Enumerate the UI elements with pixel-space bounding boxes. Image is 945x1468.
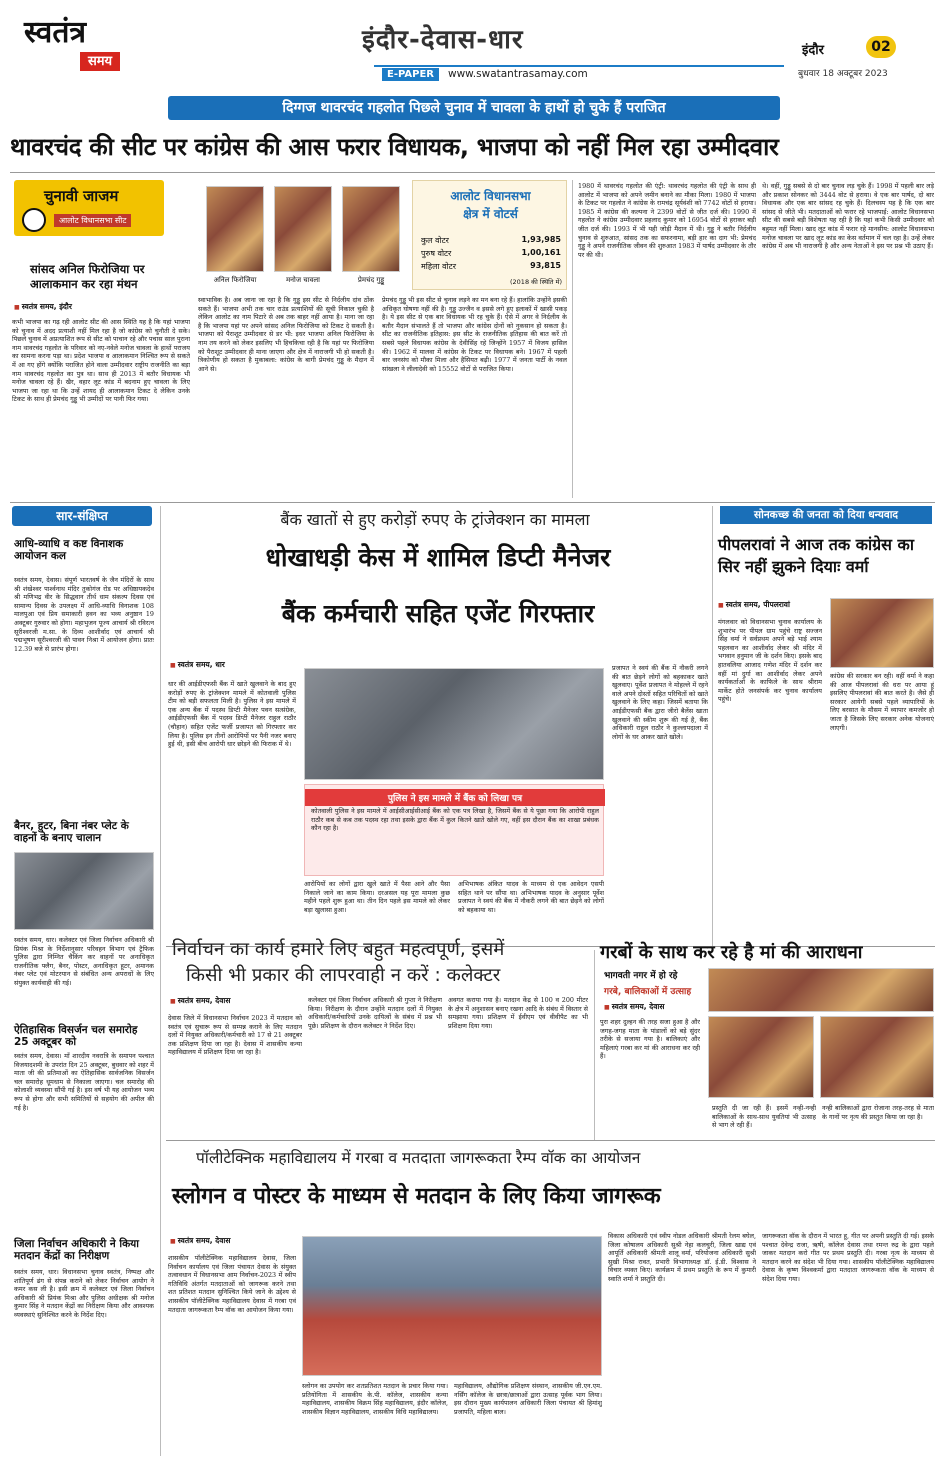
sonkach-column-2: कांग्रेस की सरकार बन रही। वहीं वर्मा ने कहा की आज पीपलरावां की धरा पर आया हूं इसलिए पीपलरावां की बात करते है। जैसे ही सरकार आयेगी सबसे पहले व्यापारियों के लिए बरसात के मौसम में व्यापार कमजोर हो जाता है जिसके लिए सरकार अनेक योजनाएं लाएगी। xyxy=(830,672,934,732)
lead-column-2: स्वाभाविक है। अब जाना जा रहा है कि गुड्डू इस सीट से निर्दलीय दांव ठोंक सकते हैं। भाजपा अभी तक चार राउंड प्रत्याशियों की सूची निकाल चुकी है लेकिन आलोट का नाम पिटारे से अब तक बाहर नहीं आया है। माना जा रहा है कि भाजपा यहां पर अपने सांसद अनिल फिरोजिया को टिकट दे सकती है। भाजपा को पैराशूट उम्मीदवार से डर भी: इधर भाजपा अनिल फिरोजिया के नाम तय करने को लेकर इसलिए भी हिचकिचा रही है कि यहां पर फिरोजिया को पैराशूट उम्मीदवार ही माना जाएगा और क्षेत्र में नाराजगी भी हो सकती है। त्रिकोणीय हो सकता है मुकाबला: कांग्रेस के बागी प्रेमचंद गुड्डू के मैदान में आने से। xyxy=(198,296,374,373)
lead-kicker-text: दिग्गज थावरचंद गहलोत पिछले चुनाव में चावला के हाथों हो चुके हैं पराजित xyxy=(282,100,666,116)
chunavi-badge xyxy=(14,180,164,236)
sidebar-item-text: स्वतंत्र समय, देवास। माँ शारदीय नवरात्रि के समापन पश्चात विजयादशमी के उपरांत दिन 25 अक्टूबर, बुधवार को शहर में माता जी की प्रतिमाओं का ऐतिहासिक सार्वजनिक विसर्जन चल समारोह धूमधाम से निकाला जाएगा। चल समारोह की कोलाशी व्यवस्था सौंपी गई है। इस वर्ष भी यह आयोजन भव्य रूप से होगा और सभी समितियों से सहयोग की अपील की गई है। xyxy=(14,1052,154,1112)
poly-column-4: विकास अधिकारी एवं स्वीप नोडल अधिकारी श्रीमती रेलम बघेल, जिला कोषालय अधिकारी सुश्री नेहा कलचुरी, जिला खाद्य एवं आपूर्ति अधिकारी श्रीमती शालू वर्मा, परियोजना अधिकारी सुश्री सुखी मिश्रा रावत, प्रभारी विभागाध्यक्ष डॉ. ई.डी. विश्वास ने विचार व्यक्त किए। कार्यक्रम में प्रथम प्रस्तुति के रूप में कुमारी स्वाति शर्मा ने प्रस्तुति दी। xyxy=(608,1232,756,1283)
page-number: 02 xyxy=(866,36,896,58)
epaper-label: E-PAPER xyxy=(382,68,439,81)
voters-row xyxy=(421,235,561,246)
logo-bottom: समय xyxy=(80,52,120,71)
garba-dance-photo-left xyxy=(708,1016,814,1098)
masthead-divider xyxy=(374,65,784,67)
bank-column-1: धार की आईडीएफसी बैंक में खाते खुलवाने के बाद हुए करोड़ों रुपए के ट्रांजेक्शन मामले में कोतवाली पुलिस टीम को बड़ी सफलता मिली है। पुलिस ने इस मामले में एक अन्य बैंक में पदस्थ डिप्टी मैनेजर पवन सत्संग्रेक, आईडीएफसी बैंक में पदस्थ डिप्टी मैनेजर राहुल राठौर (चौहान) सहित एजेंट फर्जी प्रजापत को गिरफ्तार कर लिया है। पुलिस इन तीनों आरोपियों पर पैनी नजर बनाए हुई थी, इसी बीच आरोपी धार छोड़ने की फिराक में थे। xyxy=(168,680,296,749)
candidate-photo xyxy=(274,186,332,272)
voters-box xyxy=(412,180,567,290)
sonkach-column-1: मंगलवार को विधानसभा चुनाव कार्यालय के शुभारंभ पर पीपल ग्राम पहुंचे राष्ट्र सज्जन सिंह वर्मा ने सर्वप्रथम अपने बड़े भाई श्याम पहलवान का आशीर्वाद लेकर श्री मंदिर में भगवान हनुमान जी के दर्शन किए। इसके बाद हातवलिया आजाद गणेश मंदिर में दर्शन कर वहीं मां दुर्गा का आशीर्वाद लेकर अपने कार्यकर्ताओं के काफिले के साथ श्रीराम मार्केट होते जनसंपर्क कर चुनाव कार्यालय पहुंचे। xyxy=(718,618,822,704)
voters-value: 1,93,985 xyxy=(521,235,561,244)
sonkach-byline: ■ स्वतंत्र समय, पीपलरावां xyxy=(718,600,790,610)
candidate-photos xyxy=(206,186,404,292)
sonkach-headline: पीपलरावां ने आज तक कांग्रेस का सिर नहीं झुकने दियाः वर्मा xyxy=(718,535,914,576)
badge-subtitle: आलोट विधानसभा सीट xyxy=(54,214,131,227)
sidebar-header-text: सार-संक्षिप्त xyxy=(56,509,108,523)
sidebar-divider xyxy=(160,506,161,1456)
lead-column-4: 1980 में थावरचंद गहलोत की एंट्री: थावरचंद गहलोत की एंट्री के साथ ही आलोट में भाजपा को अपने जमीन बनाने का मौका मिला। 1980 में भाजपा के टिकट पर गहलोत ने कांग्रेस के रामचंद्र सूर्यवंशी को 7742 वोटों से हराया। 1985 में कांग्रेस की कल्पना ने 2399 वोटों से जीत दर्ज की। 1990 में गहलोत ने कांग्रेस उम्मीदवार प्रहलाद कुमार को 16954 वोटों से हराकर बड़ी जीत दर्ज की। 1993 में भी यही जोड़ी मैदान में थी। गुड्डू ने बतौर निर्दलीय चुनाव से शुरुआत, सांसद तक का सफरनामा, बड़ी हार का दाग भी: प्रेमचंद गुड्डू ने अपने राजनीतिक जीवन की शुरुआत 1983 में पार्षद उम्मीदवार के तौर पर की थी। xyxy=(578,182,756,259)
traffic-check-photo xyxy=(14,852,154,930)
logo xyxy=(24,16,164,76)
bank-headline-1: धोखाधड़ी केस में शामिल डिप्टी मैनेजर xyxy=(265,543,611,572)
voters-note: (2018 की स्थिति में) xyxy=(510,278,562,286)
lead-rule xyxy=(10,172,935,173)
column-divider xyxy=(572,180,573,498)
voters-value: 1,00,161 xyxy=(521,248,561,257)
poly-headline: स्लोगन व पोस्टर के माध्यम से मतदान के लिए किया जागरूक xyxy=(172,1184,661,1209)
nirvachan-headline-2: किसी भी प्रकार की लापरवाही न करें : कलेक्टर xyxy=(186,965,501,986)
bank-byline: ■ स्वतंत्र समय, धार xyxy=(170,660,225,670)
website-link[interactable]: www.swatantrasamay.com xyxy=(448,68,588,80)
sidebar-header xyxy=(12,506,152,526)
poly-byline: ■ स्वतंत्र समय, देवास xyxy=(170,1236,230,1246)
voters-row xyxy=(421,248,561,259)
sidebar-item-text: स्वतंत्र समय, देवास। संपूर्ण भारतवर्ष के जैन मंदिरों के साथ श्री शंखेश्वर पार्श्वनाथ मंदिर तुकोगंज रोड पर अधिष्ठायकदेव श्री मणिभद्र वीर के सिद्धवान तीर्थ धाम संकल्प दिवस एवं सामान्य दिवस के उपलक्ष्य में आधि-व्याधि विनाशक 108 मालपुआ एवं प्रिय समाकारी हवन का भव्य अनुष्ठान 19 अक्टूबर गुरुवार को होगा। महाभुजन पूज्य आचार्य श्री रविरत्न सूरीश्वरजी म.सा. के दिव्य आशीर्वाद एवं आचार्य श्री पद्मभूषण सूरीश्वरजी की पावन निश्रा में आयोजन होगा। प्रातः 12.39 बजे से प्रारंभ होगा। xyxy=(14,576,154,653)
voters-label: महिला वोटर xyxy=(421,262,456,271)
badge-title: चुनावी जाजम xyxy=(44,187,119,205)
lead-kicker xyxy=(168,96,780,120)
bank-column-3: अभिभाषक अंकित यादव के माध्यम से एक आवेदन एसपी सहित थाने पर सौंपा था। अभिभाषक यादव के अनुसार पूर्वेश प्रजापत ने स्वयं की बैंक में नौकरी लगने की बात छेड़ने को लोगों को बहकाया था। xyxy=(458,880,604,914)
voters-row xyxy=(421,261,561,272)
column-divider xyxy=(594,950,595,1140)
bank-column-2: आरोपियों का लोगों द्वारा खुले खाते में पैसा आने और पैसा निकाले जाने का काम किया। दरअसल यह पूरा मामला कुछ महीने पहले शुरू हुआ था। तीन दिन पहले इस मामले को लेकर बड़ा खुलासा हुआ। xyxy=(304,880,450,914)
column-divider xyxy=(712,506,713,946)
voters-title: आलोट विधानसभा xyxy=(450,189,531,203)
garba-sub-1: भागवती नगर में हो रहे xyxy=(604,971,678,981)
nirvachan-column-1: देवास जिले में विधानसभा निर्वाचन 2023 में मतदान को स्वतंत्र एवं सुचारू रूप से सम्पन्न कराने के लिए मतदान दलों में नियुक्त अधिकारी/कर्मचारी को 17 से 21 अक्टूबर तक प्रशिक्षण दिया जा रहा है। देवास में शासकीय कन्या महाविद्यालय में प्रशिक्षण दिया जा रहा है। xyxy=(168,1014,302,1057)
lead-headline: थावरचंद की सीट पर कांग्रेस की आस फरार विधायक, भाजपा को नहीं मिल रहा उम्मीदवार xyxy=(10,133,779,161)
garba-dance-photo-top xyxy=(708,968,934,1012)
garba-caption-1: प्रस्तुति दी जा रही हैं। इसमें नन्ही-नन्ही बालिकाओं के साथ-साथ युवतियां भी उत्साह से भाग ले रही हैं। xyxy=(712,1104,816,1130)
poly-column-2: स्लोगन का उपयोग कर शतप्रतिशत मतदान के प्रचार किया गया। प्रतियोगिता में शासकीय के.पी. कॉलेज, शासकीय कन्या महाविद्यालय, शासकीय विक्रम सिंह महाविद्यालय, इंदौर कॉलेज, शासकीय विज्ञान महाविद्यालय, शासकीय विधि महाविद्यालय। xyxy=(302,1382,448,1416)
candidate-name: मनोज चावला xyxy=(285,276,320,284)
nirvachan-headline-1: निर्वाचन का कार्य हमारे लिए बहुत महत्वपूर्ण, इसमें xyxy=(172,939,505,960)
logo-top: स्वतंत्र xyxy=(24,15,87,50)
sonkach-kicker-text: सोनकच्छ की जनता को दिया धन्यवाद xyxy=(754,509,898,521)
sidebar-item-title: आधि-व्याधि व कष्ट विनाशक आयोजन कल xyxy=(14,538,124,562)
lead-column-1: कभी भाजपा का गढ़ रही आलोट सीट की आस स्थिति यह है कि यहां भाजपा को चुनाव में अदद प्रत्याशी नहीं मिल रहा है जो कांग्रेस को चुनौती दे सके। पिछले चुनाव में अप्रत्याशित रूप से सीट को पाचान रहे और पचास साल पुराना नाम थावरचंद गहलोत के परिवार को नए-नवेले मनोज चावला के हाथों पराजय का सामना करना पड़ा था। प्रदेश भाजपा व आलाकमान निश्चित रूप से सकते में आ गए होंगे क्योंकि पराजित होने वाला उम्मीदवार राष्ट्रीय राजनीति का बड़ा नाम थावरचंद गहलोत का पुत्र था। साथ ही 2013 में बतौर विधायक भी मनोज चावला रहे हैं। खैर, वहार लूट कांड में बदनाम हुए चावला के लिए भाजपा जा रहा था कि उन्हें शायद ही आलाकमान टिकट दे लेकिन उनके टिकट के साथ ही प्रेमचंद गुड्डू भी उम्मीदों पर पानी फिर गया। xyxy=(12,318,190,404)
sidebar-item-text: स्वतंत्र समय, धार। कलेक्टर एवं जिला निर्वाचन अधिकारी श्री प्रियंक मिश्रा के निर्देशानुसार परिवहन विभाग एवं ट्रैफिक पुलिस द्वारा निम्नित चैकिंग कर वाहनों पर अनाधिकृत राजनीतिक फ्लैग, बैनर, पोस्टर, अनाधिकृत हूटर, अमानक नंबर प्लेट एवं मोटरयान से संबंधित अन्य अपराधों के लिए संयुक्त कार्यवाही की गई। xyxy=(14,936,154,987)
voters-label: पुरुष वोटर xyxy=(421,249,452,258)
poly-column-3: महाविद्यालय, औद्योगिक प्रशिक्षण संस्थान, शासकीय जी.एन.एम. नर्सिंग कॉलेज के छात्रा/छात्राओं द्वारा उत्साह पूर्वक भाग लिया। इस दौरान मुख्य कार्यपालन अधिकारी जिला पंचायत श्री हिमांशु प्रजापति, महिला बाल। xyxy=(454,1382,602,1416)
poly-column-5: जागरूकता वॉक के दौरान में भारत हू, गीत पर अपनी प्रस्तुति दी गई। इसके पश्चात देवेन्द्र राजा, ऋषी, कॉलेज देवास तथा रमन्त रुद्र के द्वारा पहले जाकर मतदान करो गीत पर प्रथम प्रस्तुति दी। गरबा नृत्य के माध्यम से मतदान करने का संदेश भी दिया गया। शासकीय पॉलीटेक्निक महाविद्यालय देवास के कृष्ण विश्वकर्मा द्वारा मतदाता जागरूकता वॉक के माध्यम से संदेश दिया गया। xyxy=(762,1232,934,1283)
masthead xyxy=(0,0,945,92)
garba-byline: ■ स्वतंत्र समय, देवास xyxy=(604,1002,664,1012)
candidate-photo xyxy=(206,186,264,272)
sidebar-item-title: बैनर, हुटर, बिना नंबर प्लेट के वाहनों के बनाए चालान xyxy=(14,820,129,844)
bank-column-4: प्रजापत ने स्वयं की बैंक में नौकरी लगने की बात छेड़ने लोगों को बहकाकर खाते खुलवाए। पूर्वेश प्रजापत ने मोहल्ले में रहने वाले अपने दोस्तों सहित परिचितों को खाते खुलवाने के लिए कहा। जिसमें बताया कि आईडीएफसी बैंक द्वारा जीरो बैलेंस खाता खुलवाने की स्कीम शुरू की गई है, बैंक अधिकारी राहुल राठौर ने कुल्लापदाला में लोगों के घर आकर खाते खोले। xyxy=(612,664,708,741)
garba-dance-photo-right xyxy=(820,1016,934,1098)
bank-photo-caption-title: पुलिस ने इस मामले में बैंक को लिखा पत्र xyxy=(305,789,605,806)
verma-rally-photo xyxy=(830,598,934,668)
section-rule xyxy=(166,1140,935,1141)
issue-date: बुधवार 18 अक्टूबर 2023 xyxy=(798,69,888,79)
bank-headline-2: बैंक कर्मचारी सहित एजेंट गिरफ्तार xyxy=(281,599,595,628)
nirvachan-column-2: कलेक्टर एवं जिला निर्वाचन अधिकारी श्री गुप्ता ने निरीक्षण किया। निरीक्षण के दौरान उन्होंने मतदान दलों में नियुक्त अधिकारी/कर्मचारियों उनके दायित्वों के संबंध में प्रश्न भी पूछे। प्रशिक्षण के दौरान कलेक्टर ने निर्देश दिए। xyxy=(308,996,442,1030)
garba-sub-2: गरबे, बालिकाओं में उत्साह xyxy=(604,987,692,997)
bank-kicker: बैंक खातों से हुए करोड़ों रुपए के ट्रांजेक्शन का मामला xyxy=(280,510,590,529)
lead-byline: ■ स्वतंत्र समय, इंदौर xyxy=(14,302,72,312)
voters-title-2: क्षेत्र में वोटर्स xyxy=(463,207,518,221)
bank-photo-caption-box xyxy=(304,784,604,876)
garba-column-1: पुरा शहर दुल्हन की तरह सजा हुआ है और जगह-जगह माता के पांडालों को बड़े सुंदर तरीके से सजाया गया है। बालिकाएं और महिलाएं गरबा कर मां की आराधना कर रही हैं। xyxy=(600,1018,700,1061)
voters-label: कुल वोटर xyxy=(421,236,449,245)
garba-headline: गरबों के साथ कर रहे है मां की आराधना xyxy=(600,942,863,963)
lead-column-3: प्रेमचंद गुड्डू भी इस सीट से चुनाव लड़ने का मन बना रहे हैं। हालांकि उन्होंने इसकी अधिकृत घोषणा नहीं की है। गुड्डू उज्जैन व इससे लगे हुए इलाकों में खासी पकड़ है। ये इस सीट से एक बार विधायक भी रह चुके हैं। ऐसे में अगर वे निर्दलीय के बतौर मैदान संभालते हैं तो भाजपा और कांग्रेस दोनों को नुकसान हो सकता है। सीट का राजनीतिक इतिहास: इस सीट के राजनीतिक इतिहास की बात करें तो सबसे पहले विधायक कांग्रेस के देवीसिंह रहे जिन्होंने 1957 में विजय हासिल की। 1962 में मालवा में कांग्रेस के टिकट पर विधायक बने। 1967 में पहली बार जनसंघ को मौका मिला और हैसियत बढ़ी। 1977 में जनता पार्टी के नवल सांखला ने लीलादेवी को 15552 वोटों से पराजित किया। xyxy=(382,296,567,373)
candidate-name: अनिल फिरोजिया xyxy=(213,276,257,284)
arrested-accused-photo xyxy=(304,668,604,780)
candidate-photo xyxy=(342,186,400,272)
sonkach-kicker xyxy=(720,506,932,524)
candidate-name: प्रेमचंद गुड्डू xyxy=(357,276,385,284)
voters-value: 93,815 xyxy=(530,261,561,270)
leader-cartoon-icon xyxy=(22,208,46,232)
city-label: इंदौर xyxy=(802,43,824,58)
bank-photo-caption: कोतवाली पुलिस ने इस मामले में आईसीआईसीआई बैंक को एक पत्र लिखा है, जिसमें बैंक से ये पूछा गया कि आरोपी राहुल राठौर कब से कब तक पदस्थ रहा तथा इसके द्वारा बैंक में कुल कितने खाते खोले गए, वहीं इस दौरान बैंक का शाखा प्रबंधक कौन रहा है। xyxy=(311,807,599,833)
edition-title: इंदौर-देवास-धार xyxy=(362,25,524,55)
sidebar-item-title: जिला निर्वाचन अधिकारी ने किया मतदान केंद्रों का निरीक्षण xyxy=(14,1238,139,1262)
nirvachan-byline: ■ स्वतंत्र समय, देवास xyxy=(170,996,230,1006)
sidebar-item-text: स्वतंत्र समय, धार। विधानसभा चुनाव स्वतंत्र, निष्पक्ष और शांतिपूर्ण ढंग से संपन्न कराने को लेकर निर्वाचन आयोग ने कमर कस ली है। इसी क्रम में कलेक्टर एवं जिला निर्वाचन अधिकारी श्री प्रियंक मिश्रा और पुलिस अधीक्षक श्री मनोज कुमार सिंह ने मतदान केंद्रों का निरीक्षण किया और आवश्यक व्यवस्थाएं सुनिश्चित करने के निर्देश दिए। xyxy=(14,1268,154,1319)
poly-column-1: शासकीय पॉलीटेक्निक महाविद्यालय देवास, जिला निर्वाचन कार्यालय एवं जिला पंचायत देवास के संयुक्त तत्वावधान में विधानसभा आम निर्वाचन-2023 में स्वीप गतिविधि अंतर्गत मतदाताओं को जागरूक करने तथा शत प्रतिशत मतदान सुनिश्चित किये जाने के उद्देश्य से शासकीय पॉलीटेक्निक महाविद्यालय देवास में गरबा एवं मतदाता जागरूकता रैम्प वॉक का आयोजन किया गया। xyxy=(168,1254,296,1314)
section-rule xyxy=(10,502,935,503)
nirvachan-column-3: अवगत कराया गया है। मतदान केंद्र से 100 व 200 मीटर के क्षेत्र में अनुशासन बनाए रखना आदि के संबंध में विस्तार से समझाया गया। प्रशिक्षण में ईवीएम एवं वीवीपैट का भी प्रशिक्षण दिया गया। xyxy=(448,996,588,1030)
poly-kicker: पॉलीटेक्निक महाविद्यालय में गरबा व मतदाता जागरूकता रैम्प वॉक का आयोजन xyxy=(196,1149,641,1167)
garba-ramp-walk-photo xyxy=(302,1236,602,1376)
lead-subhead: सांसद अनिल फिरोजिया पर आलाकमान कर रहा मंथन xyxy=(30,262,145,291)
garba-caption-2: नन्ही बालिकाओं द्वारा रोजाना तरह-तरह से माता के गानों पर नृत्य की प्रस्तुत किया जा रहा है। xyxy=(822,1104,934,1121)
lead-column-5: थे। वहीं, गुड्डू सबसे से दो बार चुनाव लड़ चुके हैं। 1998 में पहली बार लड़े और प्रकाश सोनकर को 3444 वोट से हराया। वे एक बार पार्षद, दो बार विधायक और एक बार सांसद रह चुके हैं। दिलचस्प यह है कि एक बार सांसद से जीते भी। मतदाताओं को फरार रहे भाजपाई: आलोट विधानसभा सीट की सबसे बड़ी विशेषता यह रही है कि यहां कभी किसी उम्मीदवार को बहुमत नहीं मिला। खाद लूट कांड में फरार रहे मानसीय: आलोट विधानसभा मनोज चावला पर खाद लूट कांड का केस वर्तमान में चल रहा है। उन्हें लेकर कांग्रेस में अब भी नाराजगी है और अन्य नेताओं ने इस पर प्रश्न भी उठाए हैं। xyxy=(762,182,934,251)
sidebar-item-title: ऐतिहासिक विसर्जन चल समारोह 25 अक्टूबर को xyxy=(14,1024,138,1048)
